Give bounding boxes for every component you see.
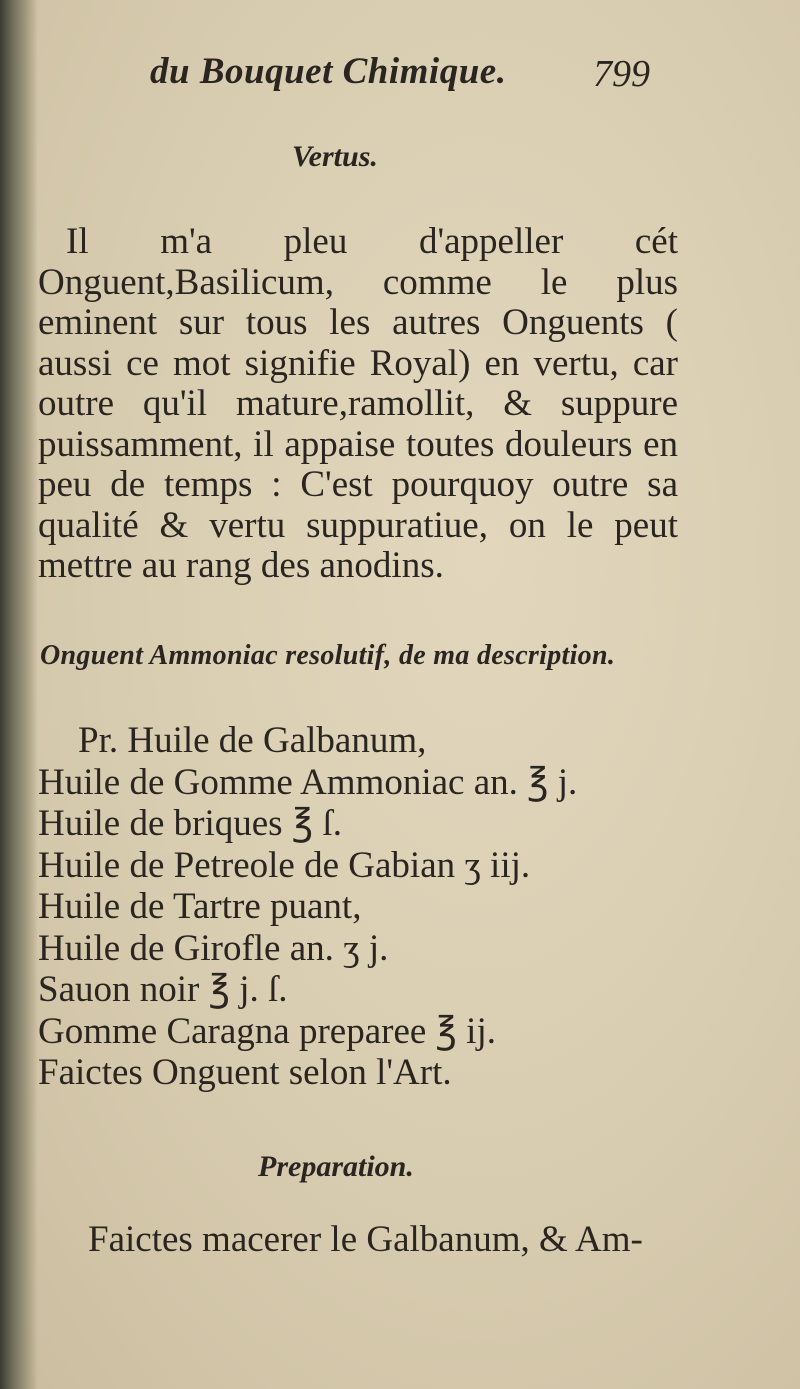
preparation-paragraph: Faictes macerer le Galbanum, & Am- [88,1219,643,1260]
recipe-line: Faictes Onguent selon l'Art. [38,1052,452,1093]
recipe-line: Huile de Girofle an. ʒ j. [38,927,389,969]
vertus-paragraph: Il m'a pleu d'appeller cét Onguent,Basilicum, comme le plus eminent sur tous les autres Onguents ( aussi ce mot signifie Royal) en vertu, car outre qu'il mature,ramollit, & suppure puissamment, il appaise toutes douleurs en peu de temps : C'est pourquoy outre sa qualité & vertu suppuratiue, on le peut mettre au rang des anodins. [38,221,678,586]
recipe-line: Huile de Petreole de Gabian ʒ iij. [38,844,531,886]
recipe-line: Gomme Caragna preparee ℥ ij. [38,1010,496,1052]
section-heading-vertus: Vertus. [292,140,378,173]
recipe-line: Pr. Huile de Galbanum, [78,720,427,761]
recipe-list [38,720,678,1094]
recipe-line: Huile de Gomme Ammoniac an. ℥ j. [38,761,578,803]
recipe-line: Sauon noir ℥ j. ſ. [38,969,288,1010]
page-number: 799 [593,53,650,95]
recipe-title: Onguent Ammoniac resolutif, de ma description. [40,640,616,671]
page-header [150,44,670,104]
section-heading-preparation: Preparation. [258,1150,414,1183]
recipe-line: Huile de briques ℥ ſ. [38,803,342,844]
binding-gutter [0,0,38,1389]
running-title: du Bouquet Chimique. [150,51,507,92]
recipe-line: Huile de Tartre puant, [38,886,362,927]
